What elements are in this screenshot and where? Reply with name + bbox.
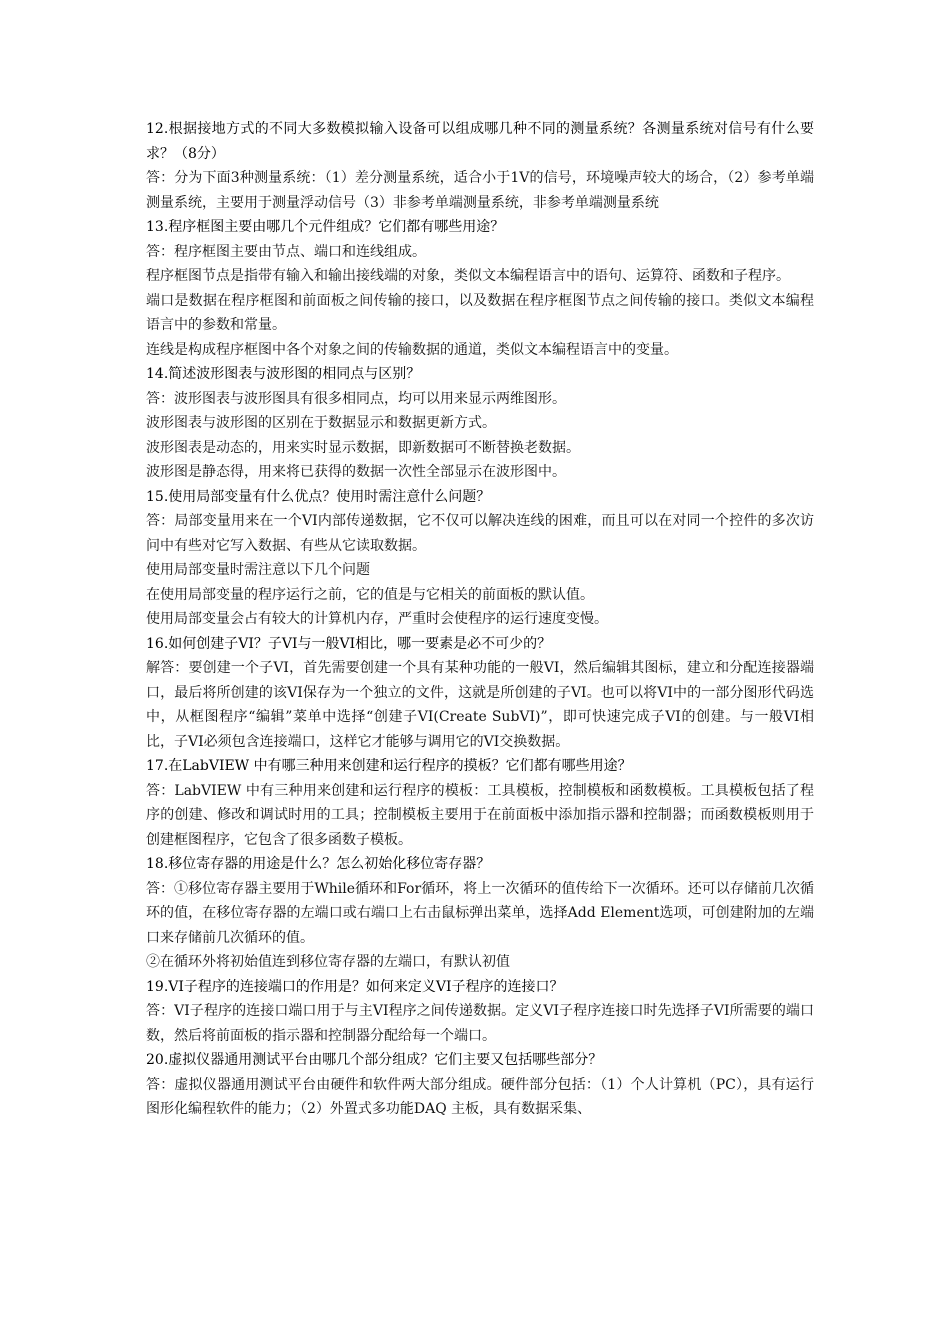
document-page — [146, 117, 814, 1122]
answer-18-part-2: ②在循环外将初始值连到移位寄存器的左端口，有默认初值 — [146, 954, 510, 970]
question-12: 12.根据接地方式的不同大多数模拟输入设备可以组成哪几种不同的测量系统？各测量系统对信号有什么要求？（8分） — [146, 121, 814, 162]
question-18: 18.移位寄存器的用途是什么？怎么初始化移位寄存器？ — [146, 856, 491, 872]
question-15: 15.使用局部变量有什么优点？使用时需注意什么问题？ — [146, 488, 491, 505]
answer-14-common: 答：波形图表与波形图具有很多相同点，均可以用来显示两维图形。 — [146, 390, 566, 407]
answer-13-terminals: 端口是数据在程序框图和前面板之间传输的接口，以及数据在程序框图节点之间传输的接口。类似文本编程语言中的参数和常量。 — [146, 292, 814, 333]
answer-15-note-1: 在使用局部变量的程序运行之前，它的值是与它相关的前面板的默认值。 — [146, 586, 594, 603]
answer-12: 答：分为下面3种测量系统：（1）差分测量系统，适合小于1V的信号，环境噪声较大的场合，（2）参考单端测量系统，主要用于测量浮动信号（3）非参考单端测量系统，非参考单端测量系统 — [146, 170, 814, 211]
answer-14-graph: 波形图是静态得，用来将已获得的数据一次性全部显示在波形图中。 — [146, 464, 566, 480]
answer-15-notes-intro: 使用局部变量时需注意以下几个问题 — [146, 562, 370, 578]
answer-19: 答：VI子程序的连接口端口用于与主VI程序之间传递数据。定义VI子程序连接口时先选择子VI所需要的端口数，然后将前面板的指示器和控制器分配给每一个端口。 — [146, 1003, 814, 1044]
question-13: 13.程序框图主要由哪几个元件组成？它们都有哪些用途？ — [146, 219, 505, 235]
answer-16: 解答：要创建一个子VI，首先需要创建一个具有某种功能的一般VI，然后编辑其图标，建立和分配连接器端口，最后将所创建的该VI保存为一个独立的文件，这就是所创建的子VI。也可以将VI中的一部分图形代码选中，从框图程序“编辑”菜单中选择“创建子VI(Create SubVI)”，即可快速完成子VI的创建。与一般VI相比，子VI必须包含连接端口，这样它才能够与调用它的VI交换数据。 — [146, 660, 814, 750]
answer-18-part-1: 答：①移位寄存器主要用于While循环和For循环，将上一次循环的值传给下一次循环。还可以存储前几次循环的值，在移位寄存器的左端口或右端口上右击鼠标弹出菜单，选择Add Element选项，可创建附加的左端口来存储前几次循环的值。 — [146, 880, 814, 946]
answer-20: 答：虚拟仪器通用测试平台由硬件和软件两大部分组成。硬件部分包括：（1）个人计算机（PC），具有运行图形化编程软件的能力；（2）外置式多功能DAQ 主板，具有数据采集、 — [146, 1076, 814, 1117]
answer-14-chart: 波形图表是动态的，用来实时显示数据，即新数据可不断替换老数据。 — [146, 439, 580, 456]
answer-13-nodes: 程序框图节点是指带有输入和输出接线端的对象，类似文本编程语言中的语句、运算符、函数和子程序。 — [146, 268, 790, 284]
question-17: 17.在LabVIEW 中有哪三种用来创建和运行程序的摸板？它们都有哪些用途？ — [146, 758, 632, 774]
answer-15-note-2: 使用局部变量会占有较大的计算机内存，严重时会使程序的运行速度变慢。 — [146, 611, 608, 627]
answer-14-difference: 波形图表与波形图的区别在于数据显示和数据更新方式。 — [146, 415, 496, 431]
answer-15-advantage: 答：局部变量用来在一个VI内部传递数据，它不仅可以解决连线的困难，而且可以在对同一个控件的多次访问中有些对它写入数据、有些从它读取数据。 — [146, 513, 814, 554]
question-19: 19.VI子程序的连接端口的作用是？如何来定义VI子程序的连接口？ — [146, 978, 564, 995]
question-14: 14.简述波形图表与波形图的相同点与区别？ — [146, 366, 421, 382]
answer-13-wires: 连线是构成程序框图中各个对象之间的传输数据的通道，类似文本编程语言中的变量。 — [146, 341, 678, 358]
answer-13-summary: 答：程序框图主要由节点、端口和连线组成。 — [146, 243, 426, 260]
question-16: 16.如何创建子VI？子VI与一般VI相比，哪一要素是必不可少的？ — [146, 635, 552, 652]
question-20: 20.虚拟仪器通用测试平台由哪几个部分组成？它们主要又包括哪些部分？ — [146, 1052, 603, 1068]
answer-17: 答：LabVIEW 中有三种用来创建和运行程序的模板：工具模板，控制模板和函数模板。工具模板包括了程序的创建、修改和调试时用的工具；控制模板主要用于在前面板中添加指示器和控制器；而函数模板则用于创建框图程序，它包含了很多函数子模板。 — [146, 782, 814, 848]
